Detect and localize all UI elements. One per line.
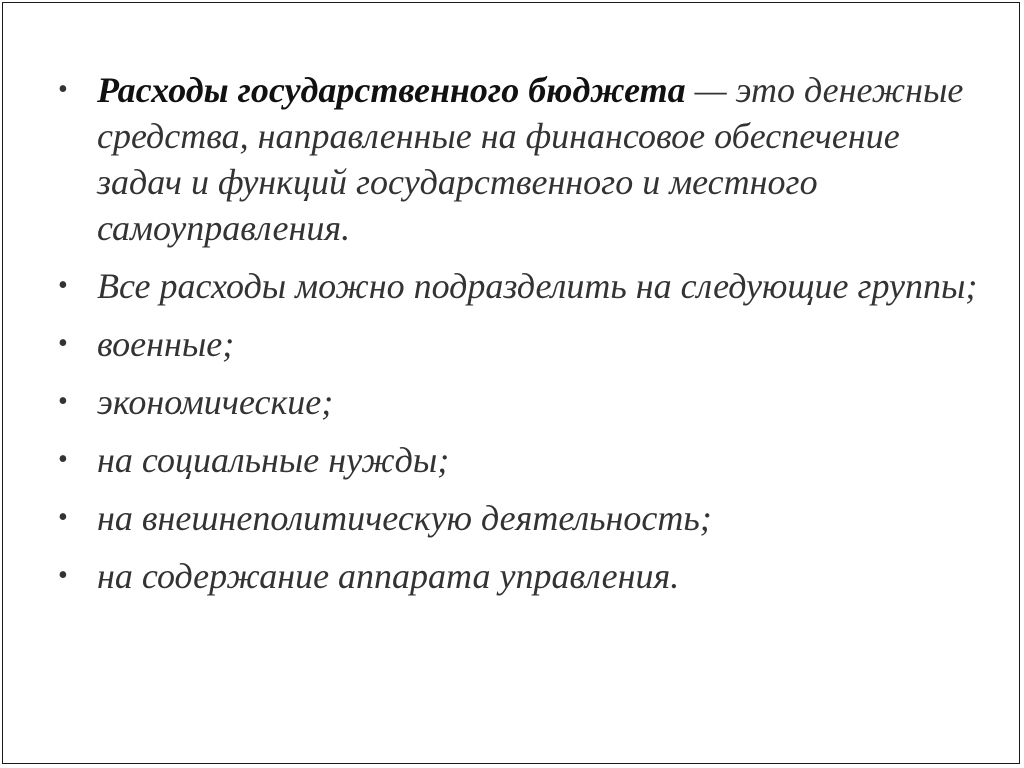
list-item-text: Все расходы можно подразделить на следующие группы; <box>97 266 978 306</box>
list-item <box>58 553 978 599</box>
list-item-text: на внешнеполитическую деятельность; <box>97 498 712 538</box>
definition-text: — это денежные средства, направленные на финансовое обеспечение задач и функций государственного и местного самоуправления. <box>97 70 964 248</box>
list-item-text: на содержание аппарата управления. <box>97 556 680 596</box>
bullet-icon: • <box>58 328 68 359</box>
bullet-icon: • <box>58 560 68 591</box>
list-item-text: на социальные нужды; <box>97 440 450 480</box>
definition-term: Расходы государственного бюджета <box>97 70 686 110</box>
list-item <box>58 379 978 425</box>
list-item <box>58 263 978 309</box>
list-item-text: экономические; <box>97 382 334 422</box>
bullet-list <box>58 67 978 611</box>
bullet-icon: • <box>58 270 68 301</box>
list-item <box>58 321 978 367</box>
list-item-text: военные; <box>97 324 235 364</box>
slide <box>2 2 1020 764</box>
list-item <box>58 495 978 541</box>
list-item <box>58 67 978 251</box>
bullet-icon: • <box>58 74 68 105</box>
bullet-icon: • <box>58 502 68 533</box>
bullet-icon: • <box>58 386 68 417</box>
list-item <box>58 437 978 483</box>
bullet-icon: • <box>58 444 68 475</box>
